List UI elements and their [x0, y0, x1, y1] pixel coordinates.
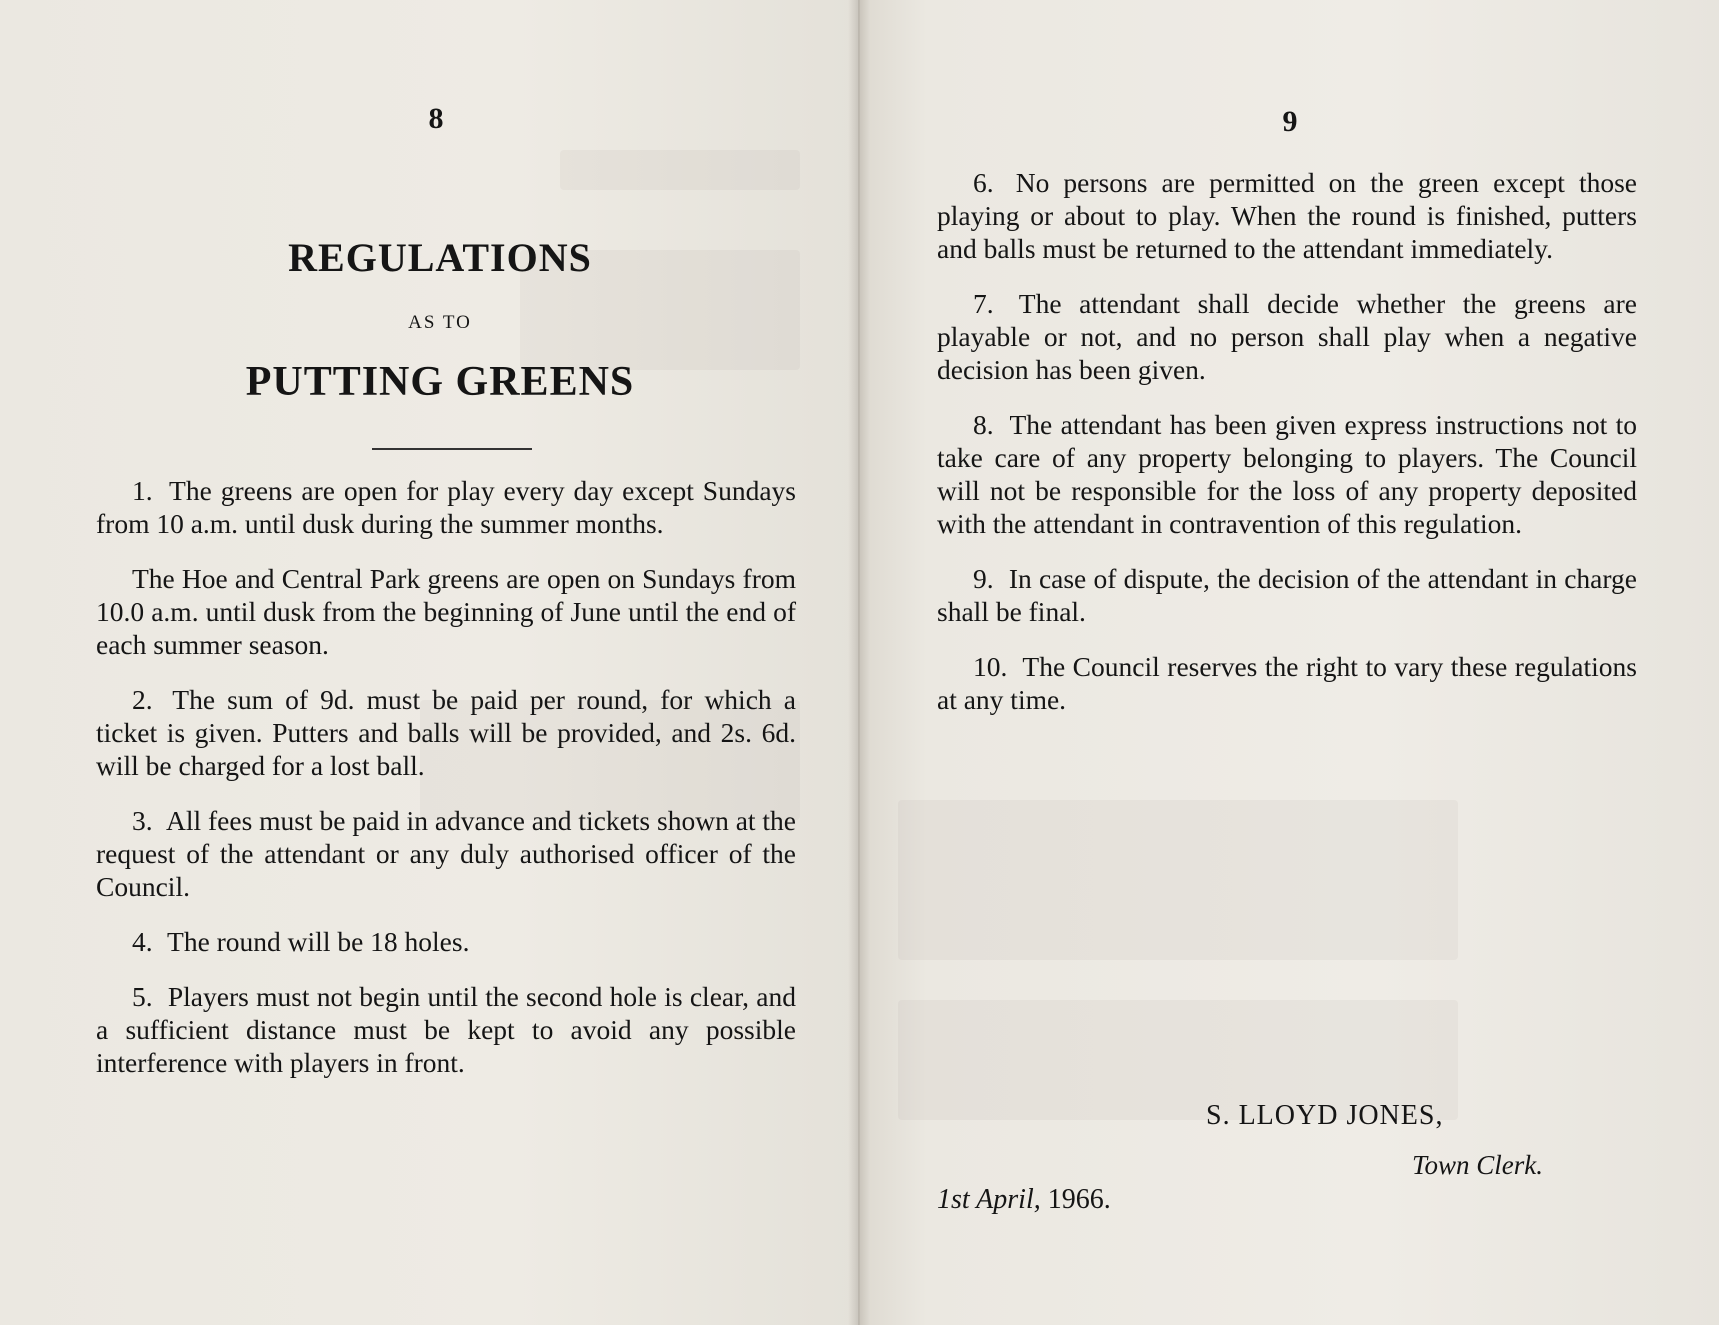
show-through-mark	[898, 800, 1458, 960]
issue-date	[937, 1184, 1111, 1216]
regulation-number: 2.	[132, 684, 153, 715]
regulation-paragraph	[96, 562, 796, 661]
left-regulations-list	[96, 474, 796, 1101]
page-number-right: 9	[1282, 105, 1298, 138]
regulation-number: 1.	[132, 475, 153, 506]
regulation-text: The sum of 9d. must be paid per round, for which a ticket is given. Putters and balls will be provided, and 2s. 6d. will be charged for a lost ball.	[96, 684, 796, 781]
subheading-as-to: AS TO	[408, 312, 472, 333]
page-title: PUTTING GREENS	[245, 359, 635, 405]
regulation-text: The greens are open for play every day except Sundays from 10 a.m. until dusk during the summer months.	[96, 475, 796, 539]
regulation-text: The attendant shall decide whether the greens are playable or not, and no person shall play when a negative decision has been given.	[937, 288, 1637, 385]
regulation-paragraph	[937, 650, 1637, 716]
page-number-left: 8	[428, 102, 444, 135]
heading-regulations: REGULATIONS	[288, 235, 592, 280]
regulation-paragraph	[96, 804, 796, 903]
regulation-text: The Hoe and Central Park greens are open on Sundays from 10.0 a.m. until dusk from the beginning of June until the end of each summer season.	[96, 563, 796, 660]
regulation-paragraph	[937, 562, 1637, 628]
regulation-paragraph	[937, 166, 1637, 265]
signatory-title: Town Clerk.	[1412, 1150, 1544, 1180]
regulation-number: 5.	[132, 981, 153, 1012]
regulation-paragraph	[96, 925, 796, 958]
regulation-text: In case of dispute, the decision of the attendant in charge shall be final.	[937, 563, 1637, 627]
regulation-number: 9.	[973, 563, 994, 594]
regulation-paragraph	[96, 474, 796, 540]
regulation-number: 3.	[132, 805, 153, 836]
regulation-text: All fees must be paid in advance and tickets shown at the request of the attendant or any duly authorised officer of the Council.	[96, 805, 797, 902]
regulation-number: 7.	[973, 288, 994, 319]
signatory-name: S. LLOYD JONES,	[1206, 1100, 1444, 1131]
regulation-number: 10.	[973, 651, 1008, 682]
divider-rule	[372, 448, 532, 450]
book-gutter	[848, 0, 870, 1325]
regulation-number: 4.	[132, 926, 153, 957]
regulation-paragraph	[96, 980, 796, 1079]
issue-date-day: 1st April,	[937, 1184, 1041, 1215]
regulation-paragraph	[937, 408, 1637, 540]
regulation-number: 8.	[973, 409, 994, 440]
show-through-mark	[560, 150, 800, 190]
regulation-text: The Council reserves the right to vary these regulations at any time.	[937, 651, 1637, 715]
regulation-text: Players must not begin until the second hole is clear, and a sufficient distance must be kept to avoid any possible interference with players in front.	[96, 981, 797, 1078]
right-regulations-list	[937, 166, 1637, 738]
regulation-number: 6.	[973, 167, 994, 198]
regulation-text: No persons are permitted on the green except those playing or about to play. When the round is finished, putters and balls must be returned to the attendant immediately.	[937, 167, 1637, 264]
regulation-paragraph	[96, 683, 796, 782]
regulation-text: The attendant has been given express instructions not to take care of any property belonging to players. The Council will not be responsible for the loss of any property deposited with the attendant in contravention of this regulation.	[937, 409, 1637, 539]
regulation-text: The round will be 18 holes.	[167, 926, 470, 957]
regulation-paragraph	[937, 287, 1637, 386]
issue-date-year: 1966.	[1047, 1184, 1111, 1215]
